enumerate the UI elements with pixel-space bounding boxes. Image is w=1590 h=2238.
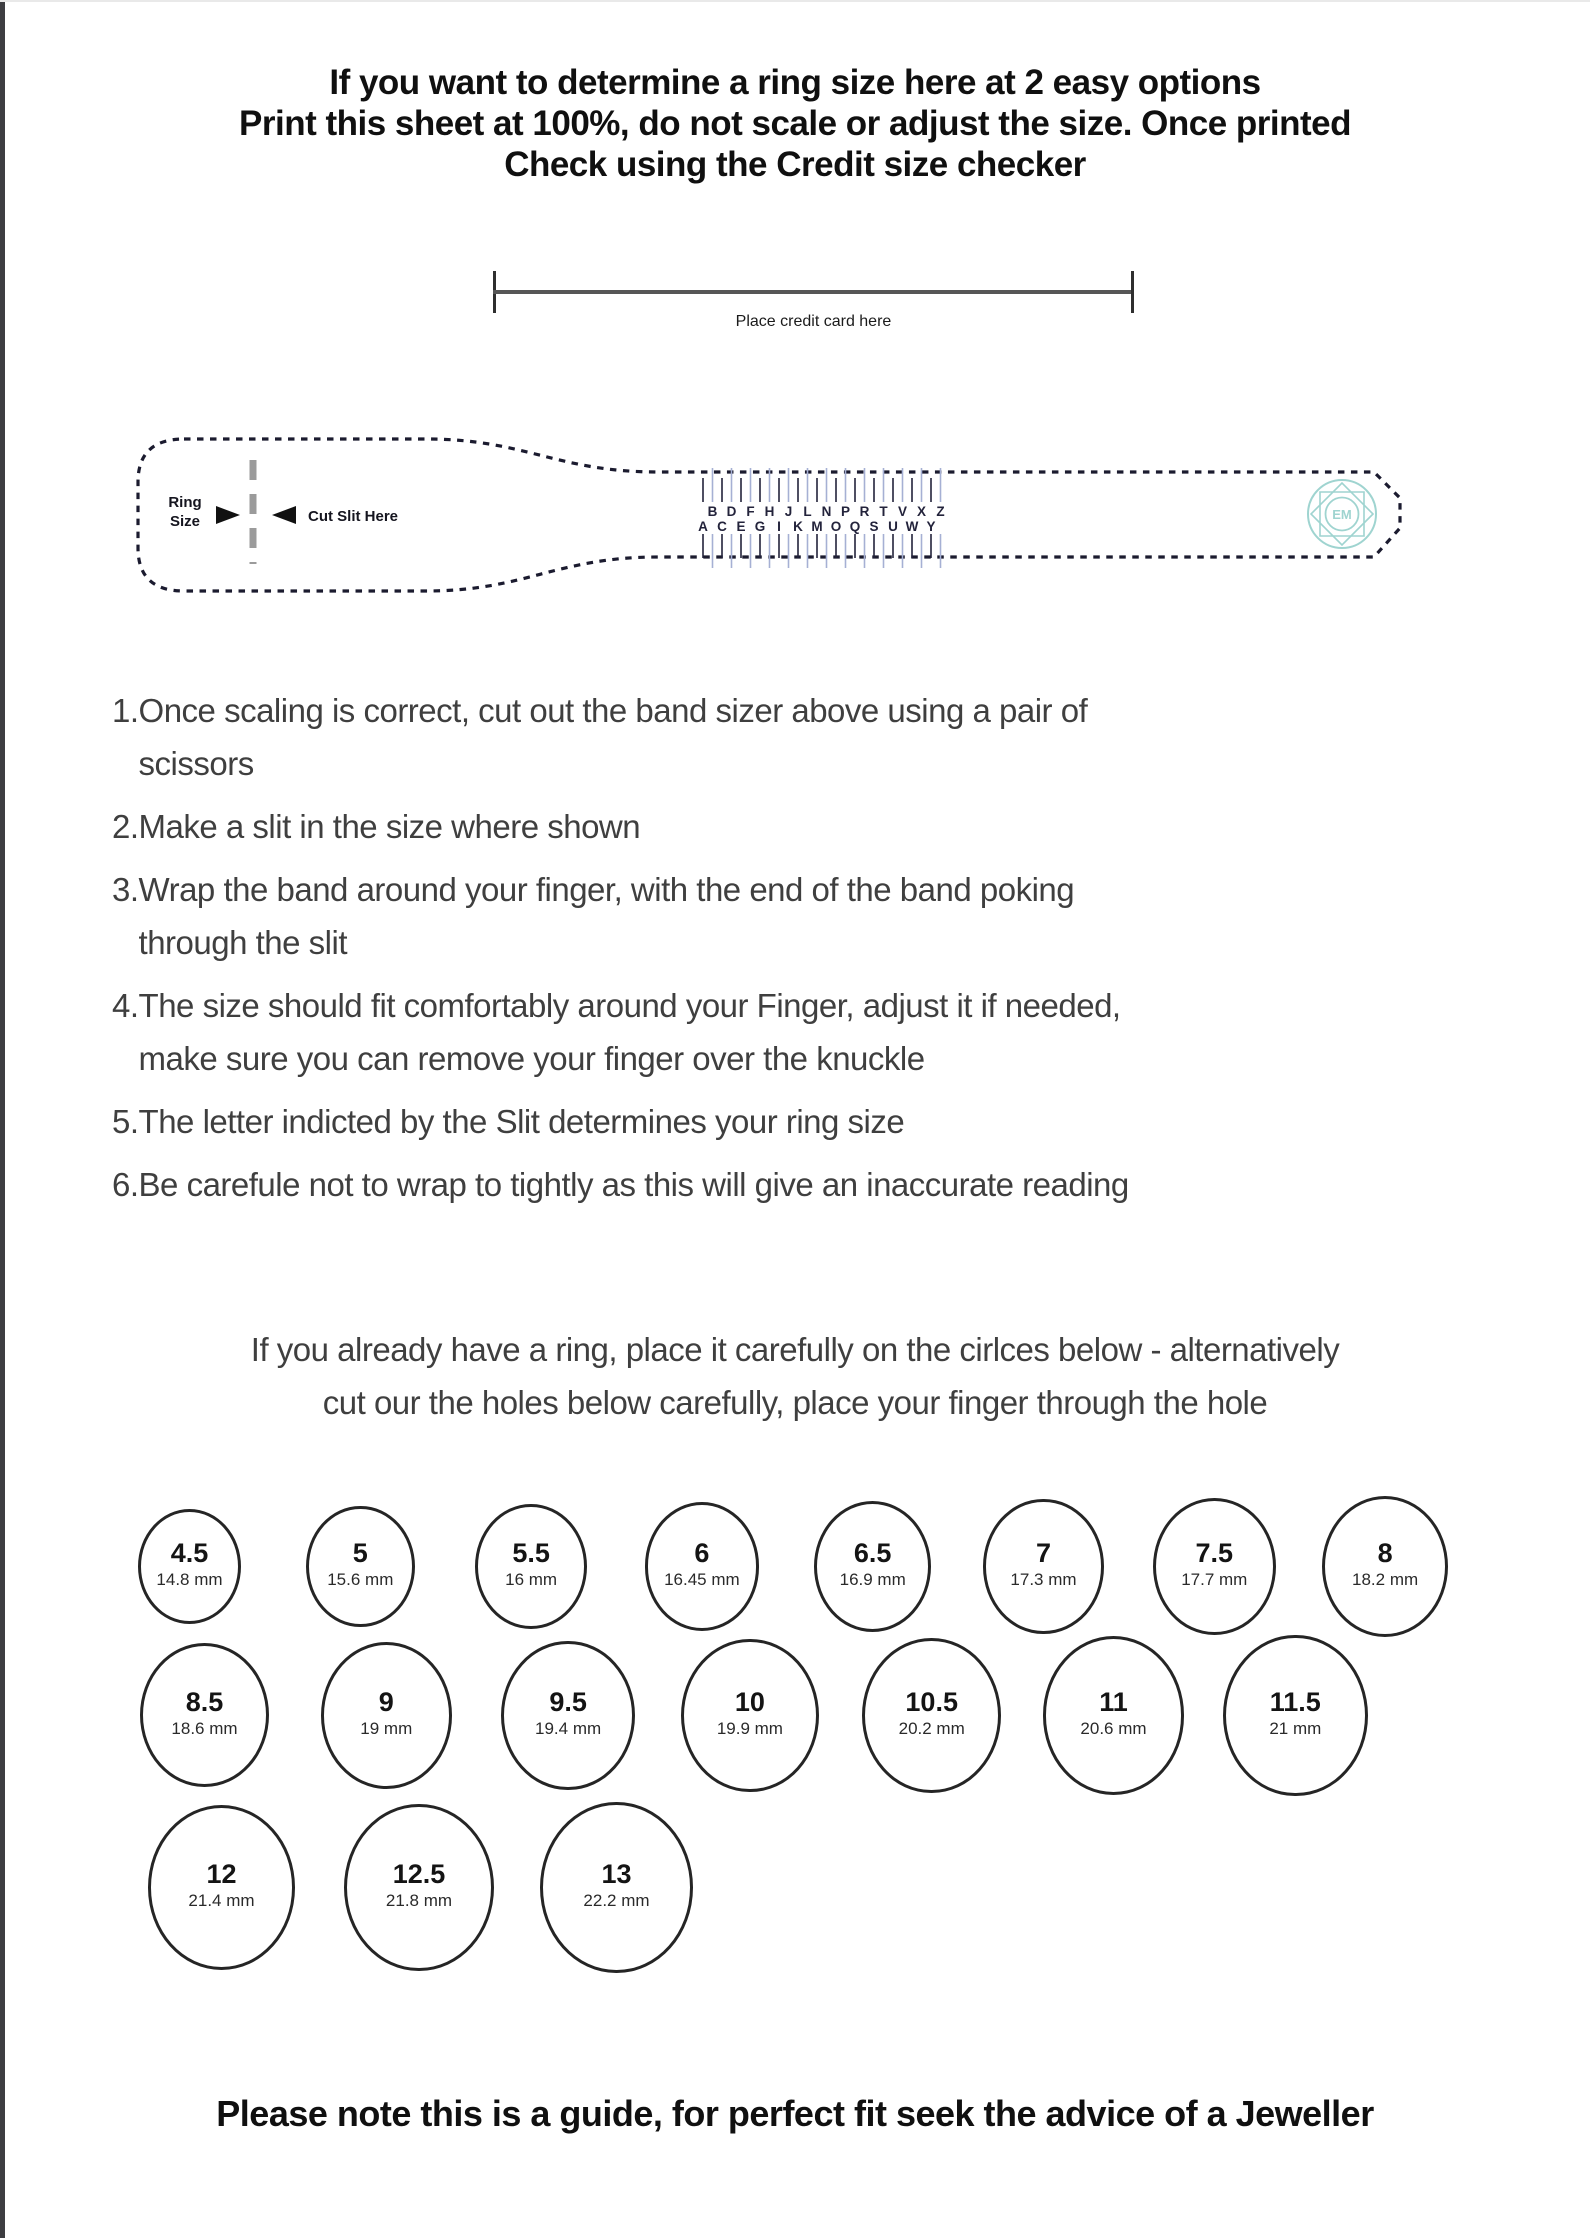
page-title-line: Print this sheet at 100%, do not scale or adjust the size. Once printed — [239, 104, 1351, 143]
size-letter: X — [916, 504, 927, 519]
size-letter: J — [784, 504, 793, 519]
size-letter: D — [726, 504, 737, 519]
footer-note: Please note this is a guide, for perfect fit seek the advice of a Jeweller — [216, 2093, 1374, 2134]
size-letter: F — [746, 504, 755, 519]
ring-size-value: 5.5 — [512, 1537, 550, 1568]
ring-size-mm: 15.6 mm — [327, 1569, 394, 1589]
ring-size-value: 13 — [601, 1858, 632, 1889]
size-letter: C — [717, 519, 727, 534]
ring-size-mm: 14.8 mm — [156, 1569, 223, 1589]
size-letter: P — [840, 504, 851, 519]
ring-size-mm: 21.4 mm — [188, 1890, 255, 1910]
ring-size-value: 9.5 — [549, 1686, 587, 1717]
ring-size-circle — [862, 1638, 1001, 1794]
instruction-text: The letter indicted by the Slit determines your ring size — [138, 1103, 905, 1140]
instructions-list — [112, 684, 1442, 1221]
ring-size-circle — [344, 1804, 494, 1972]
ring-size-mm: 18.2 mm — [1352, 1569, 1419, 1589]
ruler-line — [493, 290, 1134, 294]
ring-size-mm: 17.7 mm — [1181, 1569, 1248, 1589]
ring-size-value: 10.5 — [905, 1686, 958, 1717]
size-letter: I — [777, 519, 781, 534]
ring-size-circle — [1223, 1635, 1368, 1797]
ring-size-value: 5 — [352, 1537, 368, 1568]
instruction-text: Once scaling is correct, cut out the band sizer above using a pair of scissors — [138, 692, 1088, 782]
size-letter: S — [869, 519, 879, 534]
brand-logo-text: EM — [1332, 507, 1352, 522]
ruler-label: Place credit card here — [735, 313, 892, 330]
ring-size-value: 10 — [734, 1686, 765, 1717]
instruction-number: 4. — [112, 987, 139, 1024]
ring-size-value: 7.5 — [1195, 1537, 1234, 1568]
instruction-text: Be carefule not to wrap to tightly as this will give an inaccurate reading — [138, 1166, 1129, 1203]
size-letter: T — [879, 504, 888, 519]
instruction-number: 1. — [112, 692, 139, 729]
ring-size-circle — [306, 1506, 415, 1628]
arrow-right-icon — [216, 506, 240, 524]
instruction-item — [112, 1158, 1442, 1211]
size-letter: Z — [936, 504, 945, 519]
cut-slit-label: Cut Slit Here — [308, 508, 399, 525]
size-letter: W — [905, 519, 919, 534]
size-letter: E — [736, 519, 746, 534]
instruction-item — [112, 1095, 1442, 1148]
size-letter: R — [859, 504, 870, 519]
ring-note-line: If you already have a ring, place it carefully on the cirlces below - alternatively — [250, 1331, 1340, 1368]
size-letter: B — [707, 504, 718, 519]
size-letter: V — [897, 504, 908, 519]
ring-size-value: 11 — [1099, 1686, 1128, 1717]
page-title-line: Check using the Credit size checker — [504, 145, 1086, 184]
ring-size-value: 6.5 — [853, 1537, 892, 1568]
size-letter: Q — [849, 519, 861, 534]
instruction-item — [112, 684, 1442, 790]
ring-note — [0, 1323, 1590, 1429]
ring-size-circle — [1322, 1496, 1448, 1637]
ring-size-mm: 17.3 mm — [1010, 1569, 1077, 1589]
instruction-text: Make a slit in the size where shown — [138, 808, 641, 845]
instruction-item — [112, 979, 1442, 1085]
ring-size-circle — [681, 1639, 818, 1793]
instruction-text: Wrap the band around your finger, with the end of the band poking through the slit — [138, 871, 1075, 961]
ring-size-circle — [540, 1802, 693, 1973]
size-letter: A — [698, 519, 708, 534]
ring-size-mm: 21.8 mm — [385, 1890, 453, 1910]
ring-size-mm: 16 mm — [505, 1569, 558, 1589]
instruction-number: 2. — [112, 808, 139, 845]
ring-size-mm: 22.2 mm — [583, 1890, 650, 1910]
size-letter: O — [830, 519, 842, 534]
page-title-line: If you want to determine a ring size here at 2 easy options — [329, 63, 1261, 102]
ring-size-mm: 20.6 mm — [1080, 1718, 1147, 1738]
ring-size-value: 6 — [694, 1537, 710, 1568]
page-top-border — [0, 0, 1590, 2]
ring-size-value: 12.5 — [392, 1858, 446, 1889]
ring-size-circle — [645, 1502, 760, 1630]
page-left-border — [0, 0, 5, 2238]
brand-logo — [1308, 480, 1376, 548]
band-sizer — [128, 430, 1413, 602]
size-letter: N — [821, 504, 832, 519]
size-letter: L — [803, 504, 812, 519]
ring-size-value: 9 — [378, 1686, 394, 1717]
instruction-item — [112, 863, 1442, 969]
ring-size-mm: 20.2 mm — [898, 1718, 965, 1738]
instruction-text: The size should fit comfortably around your Finger, adjust it if needed, make sure you can remove your finger over the knuckle — [138, 987, 1121, 1077]
size-letter: H — [764, 504, 775, 519]
ring-size-mm: 19.4 mm — [535, 1718, 602, 1738]
ring-size-circle — [140, 1643, 269, 1787]
letter-scale — [698, 468, 945, 568]
ring-size-circle — [475, 1504, 587, 1629]
ring-size-circle — [501, 1641, 635, 1791]
ring-size-mm: 16.9 mm — [839, 1569, 906, 1589]
ring-size-mm: 21 mm — [1269, 1718, 1322, 1738]
ring-size-label-line1: Ring — [168, 494, 202, 511]
ring-size-mm: 18.6 mm — [171, 1718, 238, 1738]
size-letter: K — [793, 519, 803, 534]
page-title — [0, 62, 1590, 185]
ring-size-value: 7 — [1035, 1537, 1051, 1568]
instruction-number: 6. — [112, 1166, 139, 1203]
ring-size-circle — [138, 1509, 242, 1625]
ring-size-value: 4.5 — [170, 1537, 209, 1568]
instruction-number: 5. — [112, 1103, 139, 1140]
ring-size-circle — [814, 1501, 932, 1632]
ring-size-circle — [1153, 1498, 1276, 1635]
instruction-number: 3. — [112, 871, 139, 908]
ring-size-label-line2: Size — [169, 513, 201, 530]
ring-size-circle — [148, 1805, 295, 1970]
arrow-left-icon — [272, 506, 296, 524]
ring-note-line: cut our the holes below carefully, place your finger through the hole — [322, 1384, 1268, 1421]
ring-size-circle — [321, 1642, 452, 1789]
ring-size-value: 8 — [1377, 1537, 1393, 1568]
ring-size-value: 8.5 — [185, 1686, 224, 1717]
ring-size-mm: 16.45 mm — [664, 1569, 740, 1589]
ring-size-mm: 19 mm — [360, 1718, 413, 1738]
ring-size-value: 11.5 — [1269, 1686, 1321, 1717]
ruler-right-tick — [1131, 271, 1134, 313]
ring-size-circle — [1043, 1636, 1185, 1795]
size-letter: U — [888, 519, 898, 534]
size-letter: M — [811, 519, 823, 534]
size-letter: Y — [926, 519, 936, 534]
ring-size-value: 12 — [206, 1858, 237, 1889]
instruction-item — [112, 800, 1442, 853]
ring-size-circle — [983, 1499, 1103, 1633]
ring-size-mm: 19.9 mm — [716, 1718, 783, 1738]
size-letter: G — [754, 519, 766, 534]
